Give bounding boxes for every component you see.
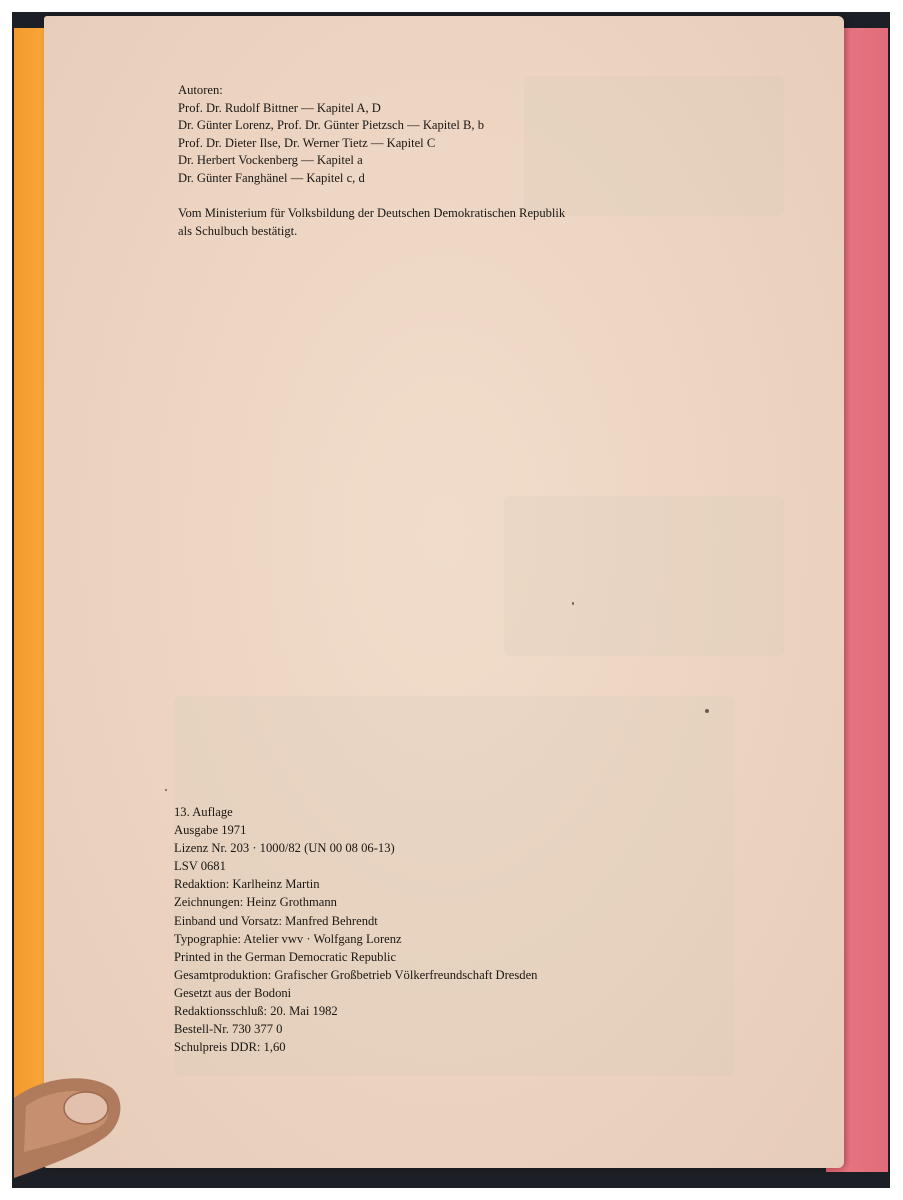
authors-heading: Autoren: — [178, 83, 223, 97]
author-line: Dr. Herbert Vockenberg — Kapitel a — [178, 153, 363, 168]
imprint-line: LSV 0681 — [174, 859, 226, 874]
imprint-line: Bestell-Nr. 730 377 0 — [174, 1022, 283, 1037]
author-line: Dr. Günter Lorenz, Prof. Dr. Günter Pietzsch — Kapitel B, b — [178, 118, 485, 133]
approval-statement — [178, 205, 565, 240]
imprint-line: Redaktion: Karlheinz Martin — [174, 877, 320, 892]
paper-speck — [165, 789, 167, 791]
imprint-line: Gesetzt aus der Bodoni — [174, 985, 292, 1000]
authors-block — [178, 82, 484, 188]
imprint-line: Printed in the German Democratic Republic — [174, 949, 397, 964]
approval-line: Vom Ministerium für Volksbildung der Deutschen Demokratischen Republik — [178, 206, 566, 220]
imprint-line: Schulpreis DDR: 1,60 — [174, 1040, 286, 1055]
imprint-line: Gesamtproduktion: Grafischer Großbetrieb Völkerfreundschaft Dresden — [174, 967, 538, 982]
imprint-line: Redaktionsschluß: 20. Mai 1982 — [174, 1004, 338, 1019]
show-through-area — [504, 496, 784, 656]
imprint-line: Typographie: Atelier vwv · Wolfgang Lorenz — [174, 931, 402, 946]
approval-line: als Schulbuch bestätigt. — [178, 223, 298, 238]
paper-speck — [572, 602, 574, 605]
show-through-area — [524, 76, 784, 216]
author-line: Dr. Günter Fanghänel — Kapitel c, d — [178, 170, 365, 185]
imprint-line: Ausgabe 1971 — [174, 823, 247, 838]
imprint-line: Zeichnungen: Heinz Grothmann — [174, 895, 337, 910]
author-line: Prof. Dr. Rudolf Bittner — Kapitel A, D — [178, 100, 381, 115]
imprint-line: Lizenz Nr. 203 · 1000/82 (UN 00 08 06-13) — [174, 841, 395, 856]
author-line: Prof. Dr. Dieter Ilse, Dr. Werner Tietz — Kapitel C — [178, 135, 436, 150]
paper-speck — [705, 709, 709, 713]
imprint-line: 13. Auflage — [174, 805, 233, 819]
thumb — [14, 1068, 124, 1178]
imprint-block — [174, 803, 537, 1056]
imprint-line: Einband und Vorsatz: Manfred Behrendt — [174, 913, 378, 928]
